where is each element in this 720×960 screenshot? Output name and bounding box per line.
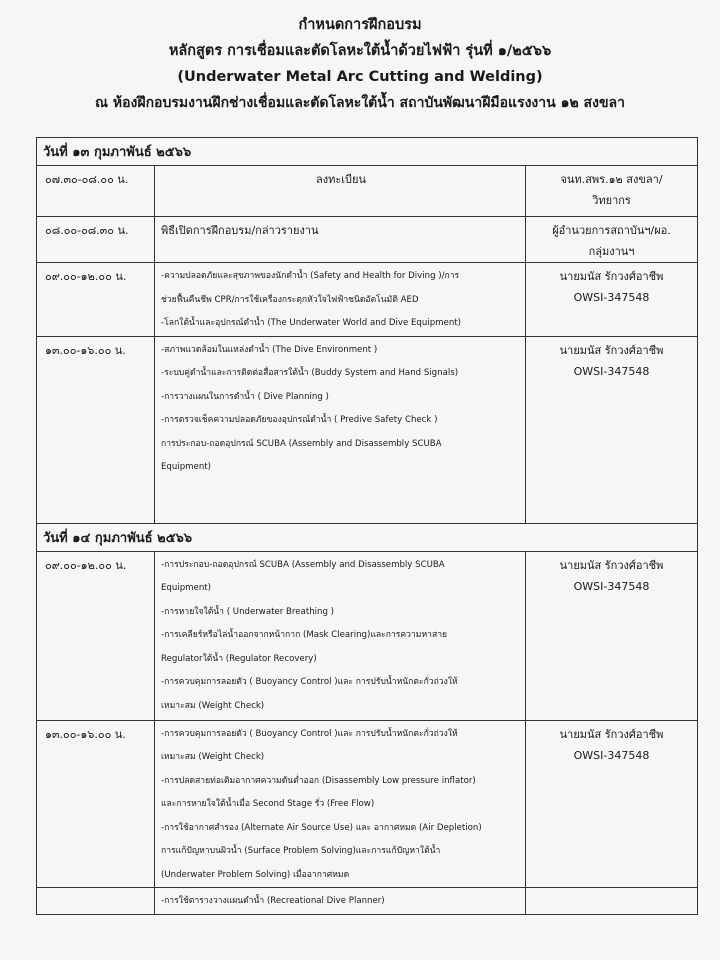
- session-time-empty: [37, 888, 155, 915]
- table-row: [37, 336, 698, 523]
- day-label: วันที่ ๑๔ กุมภาพันธ์ ๒๕๖๖: [37, 523, 698, 551]
- instructor-name: นายมนัส รักวงศ์อาชีพ: [559, 343, 664, 357]
- session-topic: [155, 888, 526, 915]
- session-topic: [155, 263, 526, 337]
- document-header: [0, 0, 720, 116]
- topic-line: (Underwater Problem Solving) เมื่ออากาศหมด: [161, 869, 350, 880]
- instructor-line: กลุ่มงานฯ: [588, 245, 635, 258]
- instructor-name: นายมนัส รักวงศ์อาชีพ: [559, 270, 664, 283]
- instructor-cell: [526, 336, 698, 523]
- instructor-cell-empty: [526, 888, 698, 915]
- instructor-name: นายมนัส รักวงศ์อาชีพ: [559, 558, 664, 572]
- topic-line: และการหายใจใต้น้ำเมื่อ Second Stage รั่ว (Free Flow): [161, 799, 375, 809]
- table-row: [37, 217, 698, 263]
- course-title-english: (Underwater Metal Arc Cutting and Welding): [177, 69, 543, 85]
- topic-line: -การตรวจเช็คความปลอดภัยของอุปกรณ์ดำน้ำ ( Predive Safety Check ): [161, 415, 438, 425]
- topic-line: Equipment): [161, 583, 212, 593]
- instructor-cell: [526, 263, 698, 337]
- day-header-row: [37, 138, 698, 166]
- topic-line: -การปลดสายท่อเติมอากาศความดันต่ำออก (Disassembly Low pressure inflator): [161, 775, 476, 786]
- training-venue: ณ ห้องฝึกอบรมงานฝึกช่างเชื่อมและตัดโลหะใต้น้ำ สถาบันพัฒนาฝีมือแรงงาน ๑๒ สงขลา: [95, 95, 625, 111]
- doc-title: กำหนดการฝึกอบรม: [298, 17, 422, 33]
- schedule-table: [36, 137, 698, 915]
- topic-line: -โลกใต้น้ำและอุปกรณ์ดำน้ำ (The Underwater World and Dive Equipment): [161, 318, 461, 328]
- topic-line: Regulatorใต้น้ำ (Regulator Recovery): [161, 653, 317, 664]
- topic-line: -การควบคุมการลอยตัว ( Buoyancy Control )และ การปรับน้ำหนักตะกั่วถ่วงให้: [161, 728, 458, 739]
- instructor-cell: [526, 217, 698, 263]
- topic-line: การแก้ปัญหาบนผิวน้ำ (Surface Problem Solving)และการแก้ปัญหาใต้น้ำ: [161, 846, 441, 856]
- topic-line: -สภาพแวดล้อมในแหล่งดำน้ำ (The Dive Environment ): [161, 344, 378, 355]
- topic-line: -การหายใจใต้น้ำ ( Underwater Breathing ): [161, 606, 335, 617]
- topic-line: การประกอบ-ถอดอุปกรณ์ SCUBA (Assembly and Disassembly SCUBA: [161, 438, 442, 449]
- instructor-cell: [526, 551, 698, 720]
- table-row: [37, 888, 698, 915]
- instructor-line: ผู้อำนวยการสถาบันฯ/ผอ.: [552, 224, 671, 237]
- topic-line: -การเคลียร์หรือไล่น้ำออกจากหน้ากาก (Mask Clearing)และการความหาสาย: [161, 630, 448, 640]
- instructor-name: นายมนัส รักวงศ์อาชีพ: [559, 727, 664, 741]
- table-row: [37, 551, 698, 720]
- session-time: ๐๙.๐๐-๑๒.๐๐ น.: [37, 551, 155, 720]
- session-time: ๑๓.๐๐-๑๖.๐๐ น.: [37, 720, 155, 888]
- topic-line: -การวางแผนในการดำน้ำ ( Dive Planning ): [161, 391, 329, 402]
- table-row: [37, 720, 698, 888]
- session-topic: [155, 336, 526, 523]
- topic-line: Equipment): [161, 462, 212, 472]
- table-row: [37, 263, 698, 337]
- topic-line: เหมาะสม (Weight Check): [161, 700, 265, 711]
- instructor-license: OWSI-347548: [573, 748, 650, 762]
- topic-line: -การประกอบ-ถอดอุปกรณ์ SCUBA (Assembly and Disassembly SCUBA: [161, 559, 445, 570]
- topic-line: -ความปลอดภัยและสุขภาพของนักดำน้ำ (Safety and Health for Diving )/การ: [161, 271, 460, 281]
- session-topic: [155, 551, 526, 720]
- day-header-row: [37, 523, 698, 551]
- session-time: ๑๓.๐๐-๑๖.๐๐ น.: [37, 336, 155, 523]
- topic-line: -การใช้อากาศสำรอง (Alternate Air Source Use) และ อากาศหมด (Air Depletion): [161, 822, 482, 833]
- topic-line: -ระบบคู่ดำน้ำและการติดต่อสื่อสารใต้น้ำ (Buddy System and Hand Signals): [161, 368, 459, 378]
- instructor-cell: [526, 720, 698, 888]
- topic-line: เหมาะสม (Weight Check): [161, 752, 265, 762]
- session-topic: ลงทะเบียน: [155, 166, 526, 217]
- topic-line: ช่วยฟื้นคืนชีพ CPR/การใช้เครื่องกระตุกหัวใจไฟฟ้าชนิดอัตโนมัติ AED: [161, 294, 419, 305]
- instructor-license: OWSI-347548: [573, 579, 650, 593]
- session-time: ๐๗.๓๐-๐๘.๐๐ น.: [37, 166, 155, 217]
- instructor-cell: [526, 166, 698, 217]
- instructor-line: วิทยากร: [592, 194, 631, 207]
- table-row: [37, 166, 698, 217]
- topic-line: -การใช้ตารางวางแผนดำน้ำ (Recreational Dive Planner): [161, 896, 385, 906]
- instructor-license: OWSI-347548: [573, 364, 650, 378]
- topic-line: -การควบคุมการลอยตัว ( Buoyancy Control )และ การปรับน้ำหนักตะกั่วถ่วงให้: [161, 677, 458, 687]
- session-time: ๐๙.๐๐-๑๒.๐๐ น.: [37, 263, 155, 337]
- session-topic: [155, 720, 526, 888]
- instructor-license: OWSI-347548: [573, 291, 650, 304]
- instructor-line: จนท.สพร.๑๒ สงขลา/: [560, 173, 663, 186]
- course-title: หลักสูตร การเชื่อมและตัดโลหะใต้น้ำด้วยไฟฟ้า รุ่นที่ ๑/๒๕๖๖: [168, 43, 552, 59]
- session-time: ๐๘.๐๐-๐๘.๓๐ น.: [37, 217, 155, 263]
- day-label: วันที่ ๑๓ กุมภาพันธ์ ๒๕๖๖: [37, 138, 698, 166]
- session-topic: พิธีเปิดการฝึกอบรม/กล่าวรายงาน: [155, 217, 526, 263]
